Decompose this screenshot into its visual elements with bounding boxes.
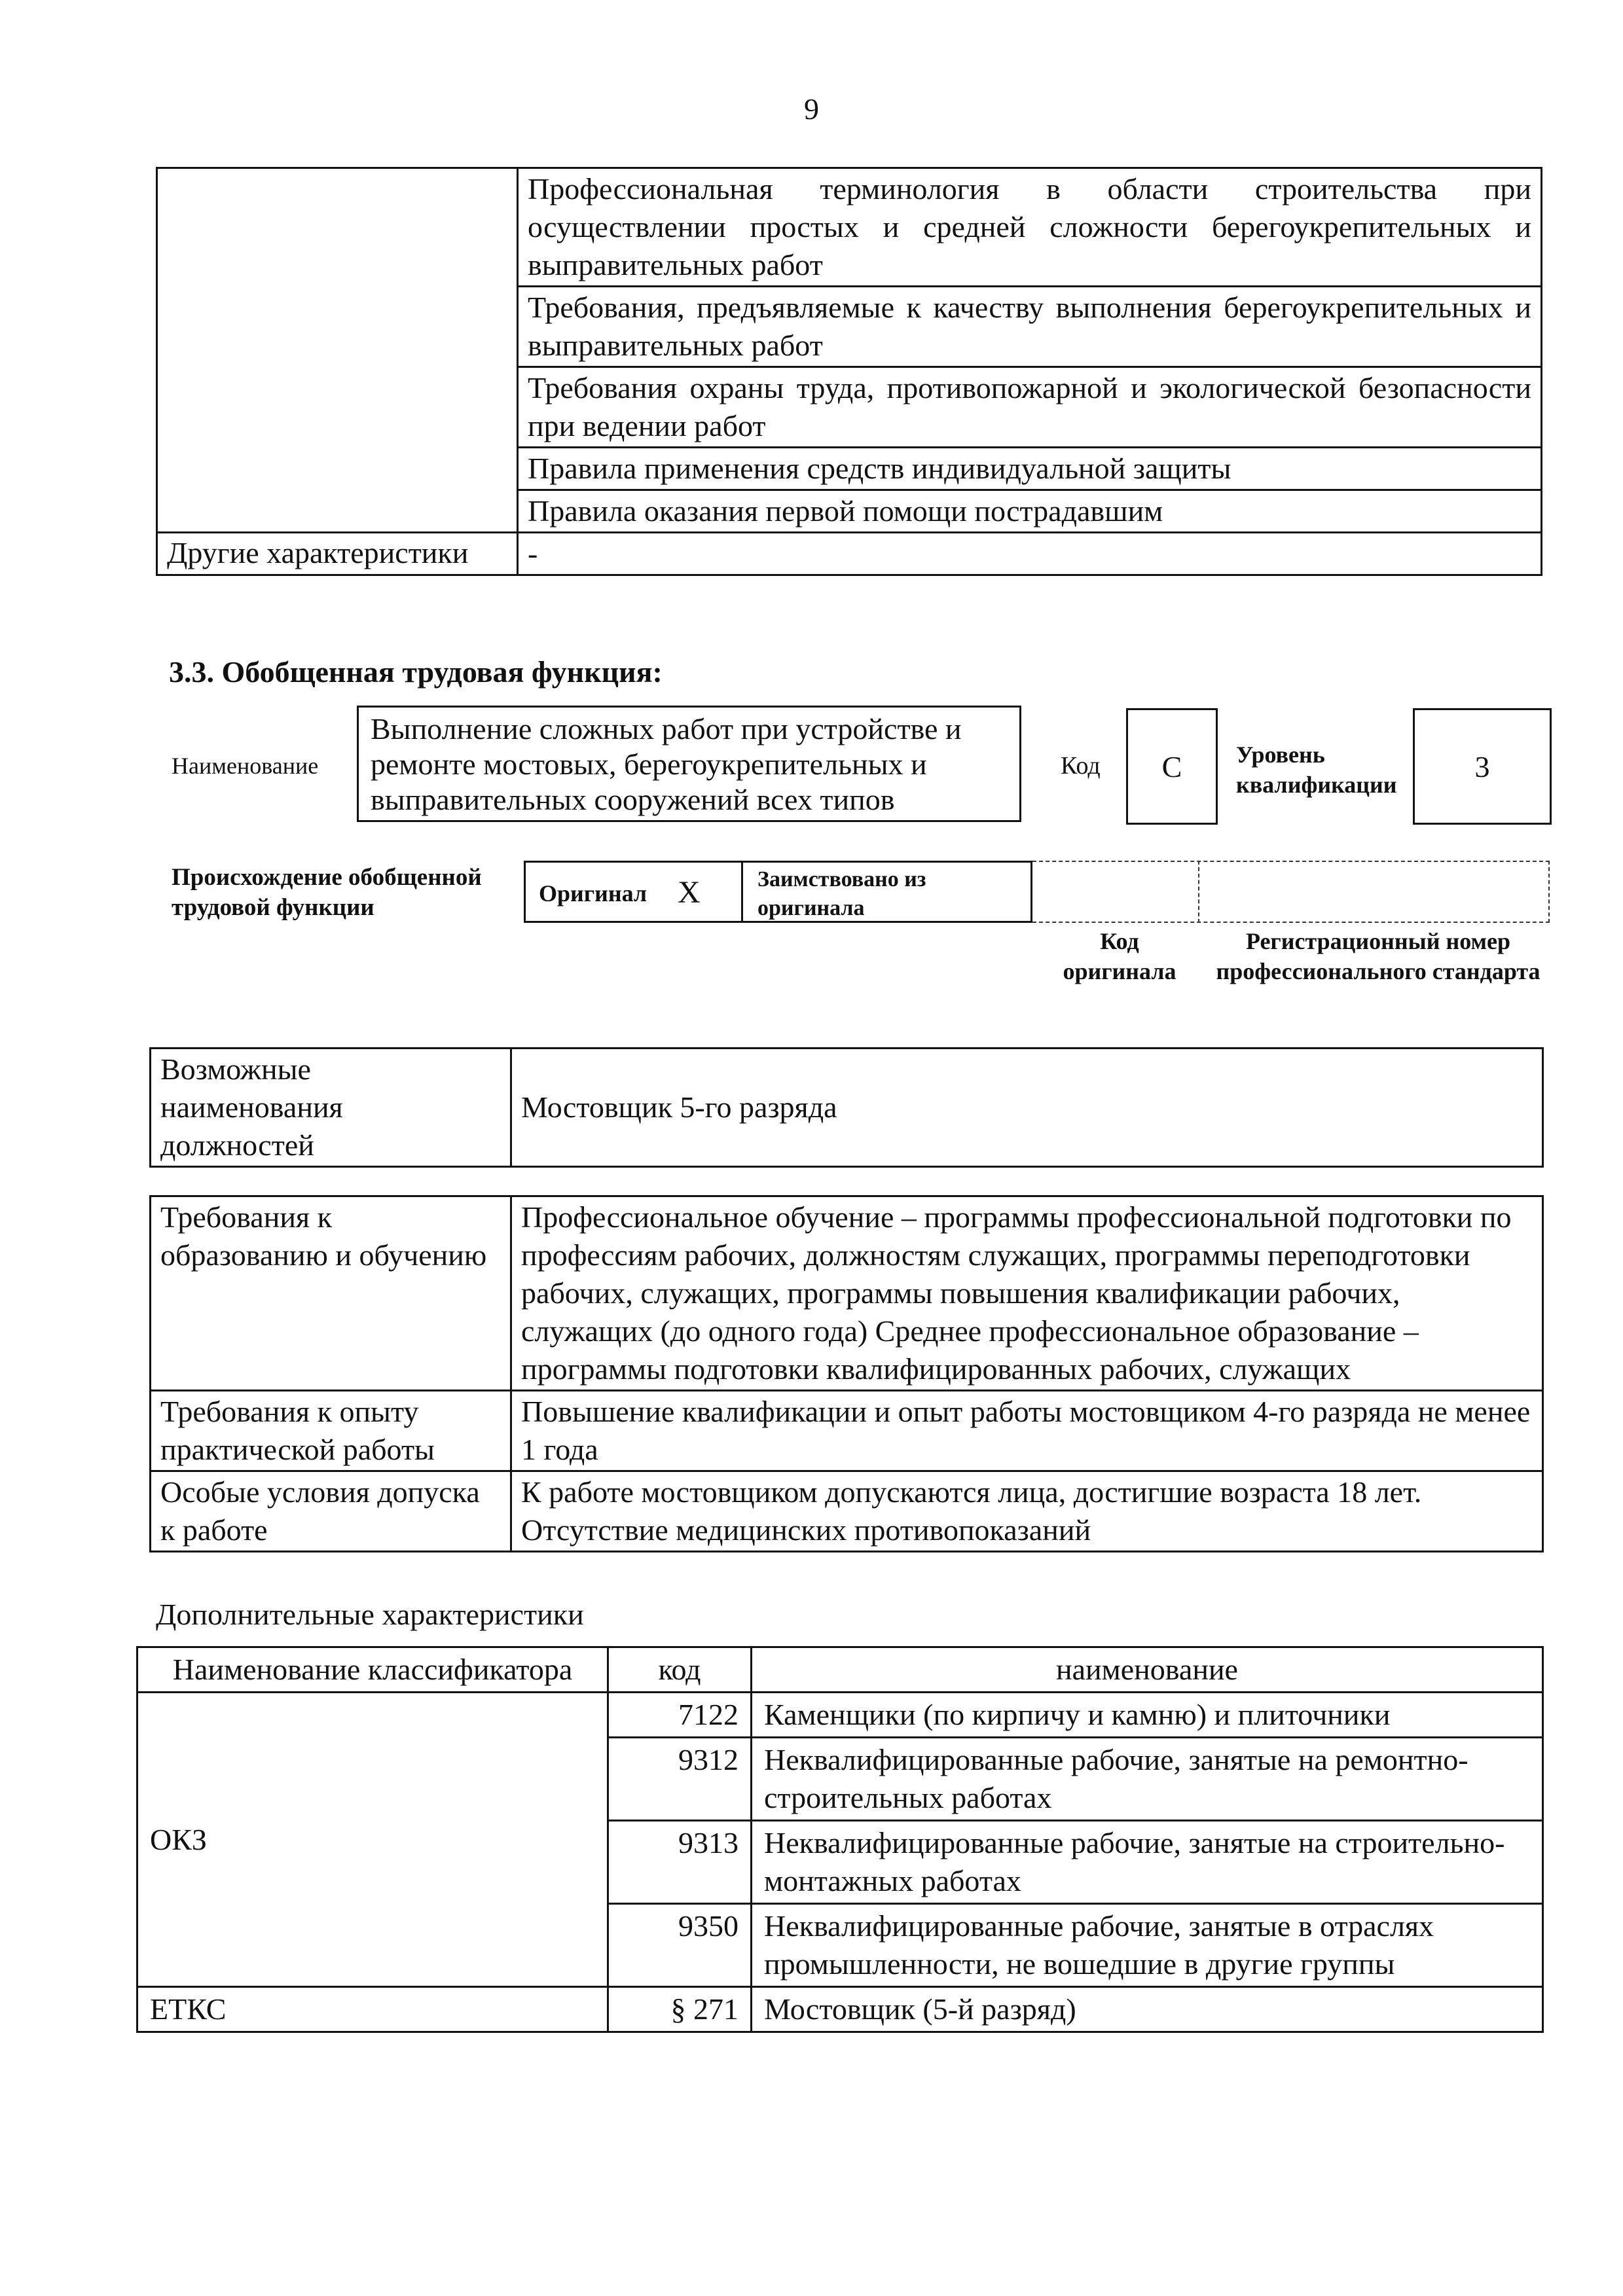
dashed-top-line xyxy=(1032,861,1550,862)
okz-name: Неквалифицированные рабочие, занятые в отраслях промышленности, не вошедшие в другие группы xyxy=(752,1904,1543,1987)
okz-code: 9312 xyxy=(608,1738,752,1821)
section-heading: 3.3. Обобщенная трудовая функция: xyxy=(169,655,663,689)
table-row xyxy=(137,1987,1543,2032)
okz-name: Неквалифицированные рабочие, занятые на ремонтно-строительных работах xyxy=(752,1738,1543,1821)
original-mark: X xyxy=(678,875,701,910)
positions-label: Возможные наименования должностей xyxy=(151,1049,511,1167)
requirement-label: Особые условия допуска к работе xyxy=(151,1471,511,1552)
level-value: 3 xyxy=(1474,749,1490,783)
okz-name: Неквалифицированные рабочие, занятые на строительно-монтажных работах xyxy=(752,1821,1543,1904)
table-row xyxy=(137,1693,1543,1738)
code-value: С xyxy=(1161,749,1182,783)
requirement-value: Профессиональное обучение – программы профессиональной подготовки по профессиям рабочих, должностям служащих, программы переподготовки рабочих, служащих, программы повышения квалификации рабочих, служащих (до одного года) Среднее профессиональное образование – программы подготовки квалифицированных рабочих, служащих xyxy=(511,1196,1543,1391)
name-label: Наименование xyxy=(172,753,319,779)
okz-label: ОКЗ xyxy=(137,1693,608,1987)
header-name: наименование xyxy=(752,1647,1543,1693)
knowledge-item: Требования охраны труда, противопожарной и экологической безопасности при ведении работ xyxy=(518,367,1542,448)
requirement-value: Повышение квалификации и опыт работы мостовщиком 4-го разряда не менее 1 года xyxy=(511,1391,1543,1471)
table-row xyxy=(151,1471,1543,1552)
okz-code: 9350 xyxy=(608,1904,752,1987)
table-row xyxy=(151,1049,1543,1167)
function-name: Выполнение сложных работ при устройстве и ремонте мостовых, берегоукрепительных и выправительных сооружений всех типов xyxy=(371,712,962,816)
origin-label: Происхождение обобщенной трудовой функции xyxy=(172,864,482,921)
level-label: Уровень квалификации xyxy=(1236,742,1397,798)
code-original-caption: Код оригинала xyxy=(1063,928,1176,984)
table-header-row xyxy=(137,1647,1543,1693)
okz-name: Каменщики (по кирпичу и камню) и плиточники xyxy=(752,1693,1543,1738)
knowledge-item: Правила оказания первой помощи пострадавшим xyxy=(518,490,1542,533)
page-number: 9 xyxy=(804,92,819,126)
header-code: код xyxy=(608,1647,752,1693)
okz-code: 7122 xyxy=(608,1693,752,1738)
dashed-bottom-line xyxy=(1032,922,1550,923)
okz-code: 9313 xyxy=(608,1821,752,1904)
etks-label: ЕТКС xyxy=(137,1987,608,2032)
empty-label-cell xyxy=(157,168,518,533)
original-cell xyxy=(524,861,743,923)
table-row xyxy=(157,533,1542,575)
table-row xyxy=(151,1196,1543,1391)
header-classifier: Наименование классификатора xyxy=(137,1647,608,1693)
borrowed-label: Заимствовано из оригинала xyxy=(757,867,926,920)
requirements-table xyxy=(149,1195,1544,1552)
code-box xyxy=(1126,708,1218,825)
other-characteristics-value: - xyxy=(518,533,1542,575)
requirement-value: К работе мостовщиком допускаются лица, достигшие возраста 18 лет. Отсутствие медицинских противопоказаний xyxy=(511,1471,1543,1552)
classifier-table xyxy=(136,1646,1544,2033)
etks-code: § 271 xyxy=(608,1987,752,2032)
level-box xyxy=(1413,708,1552,825)
function-name-box xyxy=(357,706,1021,822)
knowledge-item: Профессиональная терминология в области строительства при осуществлении простых и средней сложности берегоукрепительных и выправительных работ xyxy=(518,168,1542,287)
borrowed-cell xyxy=(741,861,1032,923)
table-row xyxy=(151,1391,1543,1471)
table-row xyxy=(157,168,1542,287)
original-label: Оригинал xyxy=(539,880,647,906)
etks-name: Мостовщик (5-й разряд) xyxy=(752,1987,1543,2032)
requirement-label: Требования к образованию и обучению xyxy=(151,1196,511,1391)
positions-value: Мостовщик 5-го разряда xyxy=(511,1049,1543,1167)
other-characteristics-label: Другие характеристики xyxy=(157,533,518,575)
knowledge-item: Правила применения средств индивидуальной защиты xyxy=(518,448,1542,490)
dashed-divider xyxy=(1198,861,1199,923)
knowledge-table xyxy=(156,167,1542,576)
positions-table xyxy=(149,1047,1544,1168)
reg-number-caption: Регистрационный номер профессионального стандарта xyxy=(1216,928,1541,984)
requirement-label: Требования к опыту практической работы xyxy=(151,1391,511,1471)
code-label: Код xyxy=(1061,752,1101,780)
dashed-right-edge xyxy=(1548,861,1550,923)
additional-title: Дополнительные характеристики xyxy=(156,1598,584,1631)
knowledge-item: Требования, предъявляемые к качеству выполнения берегоукрепительных и выправительных работ xyxy=(518,287,1542,367)
